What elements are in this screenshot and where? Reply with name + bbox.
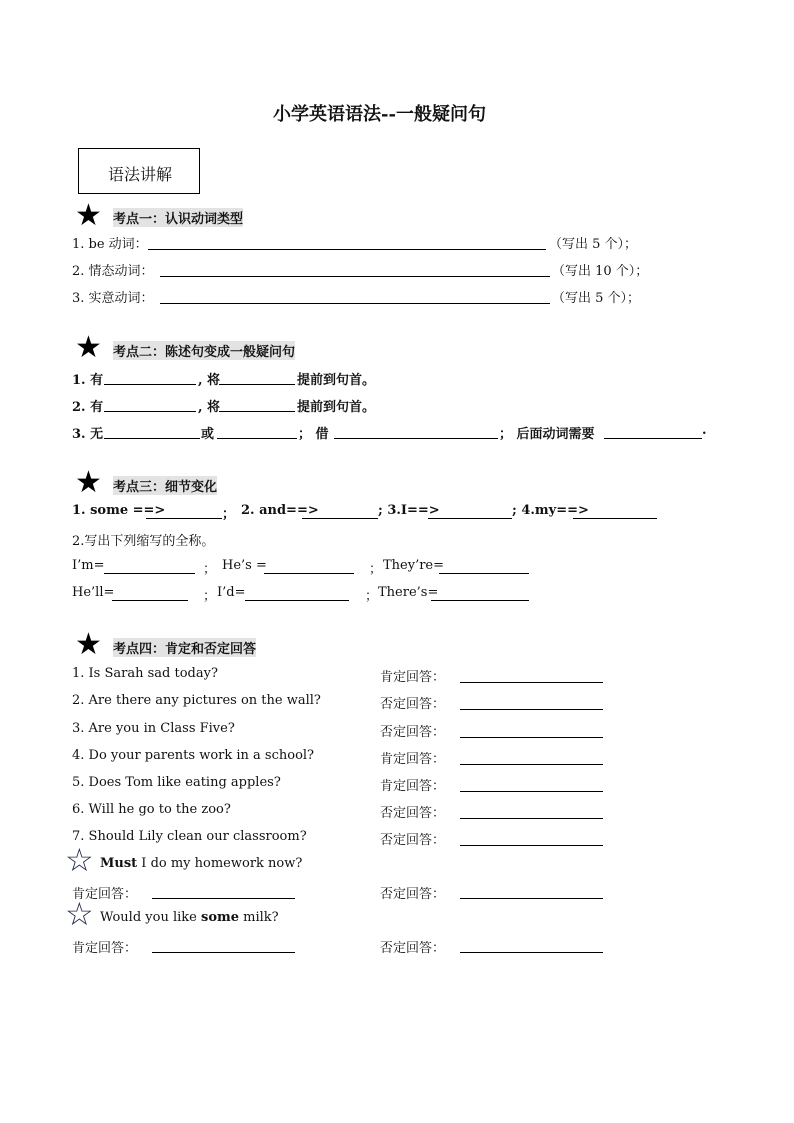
s4-answer-label-4: 肯定回答： xyxy=(380,752,446,767)
s1-label-3: 3. 实意动词： xyxy=(72,291,154,306)
answer-line[interactable] xyxy=(160,303,550,304)
answer-line[interactable] xyxy=(104,411,196,412)
answer-line[interactable] xyxy=(217,438,297,439)
grammar-explanation-box xyxy=(78,148,200,194)
outline-star-icon: ☆ xyxy=(65,895,94,933)
outline-star-icon: ☆ xyxy=(65,841,94,879)
extra-2-no-label: 否定回答： xyxy=(380,941,446,956)
extra-1-no-label: 否定回答： xyxy=(380,887,446,902)
s4-question-6: 6. Will he go to the zoo? xyxy=(72,802,231,817)
black-star-icon: ★ xyxy=(75,465,102,500)
s2-r3-e: . xyxy=(702,423,707,438)
s2-r2-a: 2. 有 xyxy=(72,400,104,415)
s4-question-4: 4. Do your parents work in a school? xyxy=(72,748,315,763)
s1-note-3: （写出 5 个）； xyxy=(552,291,641,306)
s4-question-3: 3. Are you in Class Five? xyxy=(72,721,235,736)
s3-a2: He’s = xyxy=(222,558,267,573)
s4-answer-label-6: 否定回答： xyxy=(380,806,446,821)
s2-r3-c: ； 借 xyxy=(298,427,329,442)
s2-r1-c: 提前到句首。 xyxy=(297,373,376,388)
answer-line[interactable] xyxy=(112,600,188,601)
s2-r3-b: 或 xyxy=(201,427,215,442)
s3-b1: He’ll= xyxy=(72,585,115,600)
s1-note-2: （写出 10 个）； xyxy=(552,264,649,279)
answer-line[interactable] xyxy=(573,518,657,519)
answer-line[interactable] xyxy=(104,573,195,574)
extra-question-2-pre: Would you like xyxy=(100,910,201,925)
s4-question-5: 5. Does Tom like eating apples? xyxy=(72,775,281,790)
extra-question-1-text: I do my homework now? xyxy=(137,856,303,871)
s2-r3-d: ； 后面动词需要 xyxy=(499,427,595,442)
s4-answer-label-7: 否定回答： xyxy=(380,833,446,848)
extra-question-2-bold: some xyxy=(201,910,240,925)
s3-b3: There’s= xyxy=(378,585,439,600)
section-4-heading: 考点四：肯定和否定回答 xyxy=(113,638,256,657)
s3-c1: 1. some ==> xyxy=(72,503,166,518)
s3-c4: ; 4.my==> xyxy=(512,503,589,518)
answer-line[interactable] xyxy=(264,573,354,574)
s3-c1-sep: ； xyxy=(222,507,236,522)
answer-line[interactable] xyxy=(146,518,222,519)
answer-line[interactable] xyxy=(148,249,546,250)
s2-r3-a: 3. 无 xyxy=(72,427,104,442)
answer-line[interactable] xyxy=(302,518,378,519)
answer-line[interactable] xyxy=(460,737,603,738)
extra-2-yes-label: 肯定回答： xyxy=(72,941,138,956)
black-star-icon: ★ xyxy=(75,198,102,233)
extra-question-1 xyxy=(100,856,302,871)
s2-r1-b: , 将 xyxy=(198,373,221,388)
answer-line[interactable] xyxy=(152,952,295,953)
s3-c2: 2. and==> xyxy=(241,503,319,518)
s1-note-1: （写出 5 个）； xyxy=(549,237,638,252)
answer-line[interactable] xyxy=(460,682,603,683)
extra-question-1-bold: Must xyxy=(100,856,138,871)
black-star-icon: ★ xyxy=(75,627,102,662)
answer-line[interactable] xyxy=(460,791,603,792)
s3-a3: They’re= xyxy=(383,558,445,573)
s4-answer-label-5: 肯定回答： xyxy=(380,779,446,794)
answer-line[interactable] xyxy=(431,600,529,601)
s3-a1: I’m= xyxy=(72,558,105,573)
s2-r1-a: 1. 有 xyxy=(72,373,104,388)
s1-label-2: 2. 情态动词： xyxy=(72,264,154,279)
answer-line[interactable] xyxy=(219,411,295,412)
s1-label-1: 1. be 动词： xyxy=(72,237,148,252)
answer-line[interactable] xyxy=(460,709,603,710)
s3-a1-sep: ； xyxy=(203,562,217,577)
section-2-heading: 考点二：陈述句变成一般疑问句 xyxy=(113,341,295,360)
answer-line[interactable] xyxy=(604,438,702,439)
answer-line[interactable] xyxy=(152,898,295,899)
s4-question-7: 7. Should Lily clean our classroom? xyxy=(72,829,307,844)
extra-question-2 xyxy=(100,910,279,925)
section-3-heading: 考点三：细节变化 xyxy=(113,476,217,495)
s3-abbr-title: 2.写出下列缩写的全称。 xyxy=(72,534,215,549)
black-star-icon: ★ xyxy=(75,330,102,365)
answer-line[interactable] xyxy=(219,384,295,385)
answer-line[interactable] xyxy=(439,573,529,574)
s3-a2-sep: ； xyxy=(369,562,383,577)
answer-line[interactable] xyxy=(160,276,550,277)
answer-line[interactable] xyxy=(460,818,603,819)
section-1-heading: 考点一：认识动词类型 xyxy=(113,208,243,227)
answer-line[interactable] xyxy=(460,898,603,899)
s4-question-2: 2. Are there any pictures on the wall? xyxy=(72,693,321,708)
s3-b2-sep: ； xyxy=(365,589,379,604)
s2-r2-c: 提前到句首。 xyxy=(297,400,376,415)
extra-1-yes-label: 肯定回答： xyxy=(72,887,138,902)
s2-r2-b: , 将 xyxy=(198,400,221,415)
grammar-explanation-label: 语法讲解 xyxy=(108,165,173,184)
answer-line[interactable] xyxy=(104,438,200,439)
s3-c3: ; 3.I==> xyxy=(378,503,440,518)
answer-line[interactable] xyxy=(460,952,603,953)
answer-line[interactable] xyxy=(460,845,603,846)
s4-question-1: 1. Is Sarah sad today? xyxy=(72,666,218,681)
answer-line[interactable] xyxy=(460,764,603,765)
s3-b2: I’d= xyxy=(217,585,246,600)
s4-answer-label-2: 否定回答： xyxy=(380,697,446,712)
s3-b1-sep: ； xyxy=(203,589,217,604)
s4-answer-label-3: 否定回答： xyxy=(380,725,446,740)
extra-question-2-text: milk? xyxy=(239,910,279,925)
answer-line[interactable] xyxy=(104,384,196,385)
answer-line[interactable] xyxy=(334,438,498,439)
page-title: 小学英语语法--一般疑问句 xyxy=(273,104,486,125)
answer-line[interactable] xyxy=(245,600,349,601)
s4-answer-label-1: 肯定回答： xyxy=(380,670,446,685)
answer-line[interactable] xyxy=(428,518,512,519)
